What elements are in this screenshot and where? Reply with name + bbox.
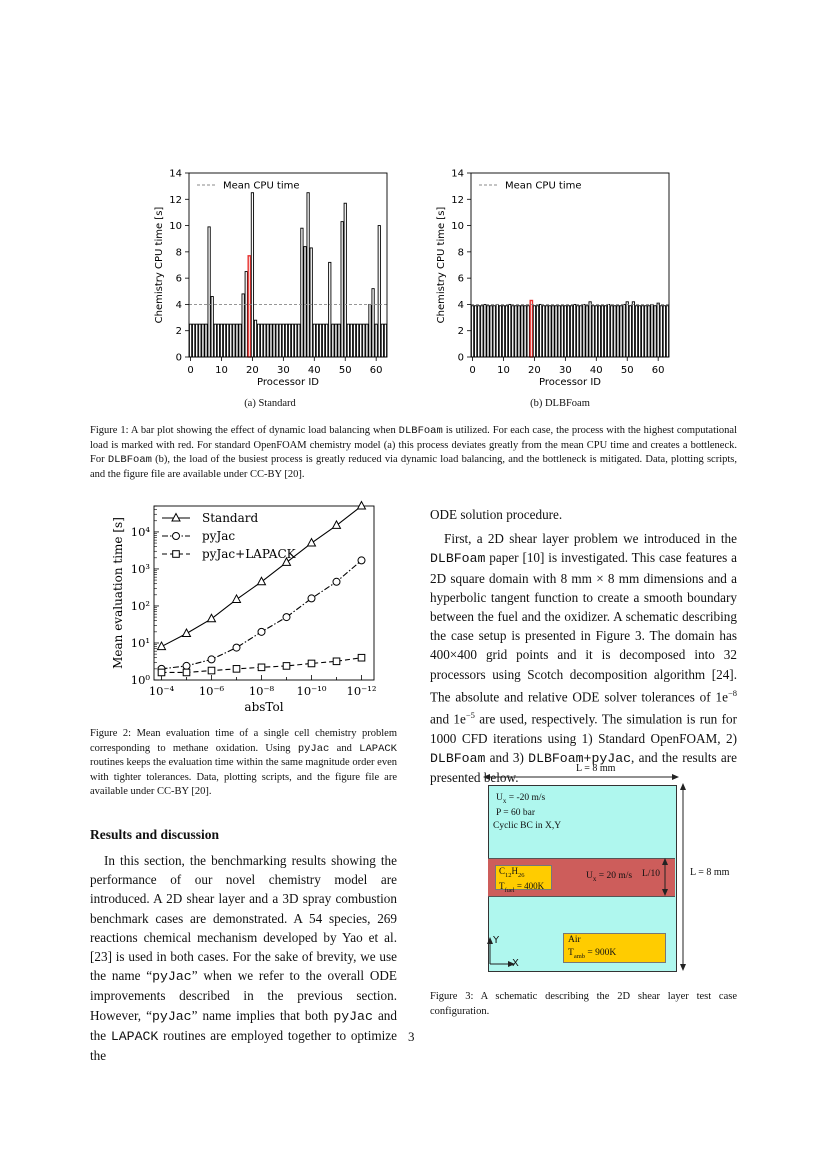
bar [372, 289, 374, 357]
triangle-marker [333, 521, 341, 529]
bar [353, 324, 355, 357]
bar [555, 306, 557, 357]
bar [666, 306, 668, 357]
figure1b-subcaption: (b) DLBFoam [530, 398, 590, 409]
bar [570, 306, 572, 357]
bar [654, 306, 656, 357]
bar [474, 306, 476, 357]
figure3-caption: Figure 3: A schematic describing the 2D shear layer test case configuration. [430, 991, 737, 1017]
bar [223, 324, 225, 357]
y-tick-label: 10 [169, 221, 182, 233]
bar [332, 324, 334, 357]
page-number: 3 [408, 1029, 415, 1044]
bar [586, 306, 588, 357]
bar [512, 306, 514, 357]
bar [192, 324, 194, 357]
bar [620, 306, 622, 357]
bar [505, 306, 507, 357]
bar [319, 324, 321, 357]
l10-label: L/10 [642, 869, 660, 879]
y-tick-label: 10 [451, 221, 464, 233]
x-tick-label: 40 [307, 365, 321, 376]
bar [626, 302, 628, 357]
x-tick-label: 50 [338, 365, 352, 376]
bar [251, 193, 253, 357]
x-tick-label: 10 [497, 365, 510, 376]
ux-mid-label: $U_x = 20$ m/s [586, 871, 633, 883]
y-tick-label: 2 [175, 326, 182, 338]
top-dimension-label: L = 8 mm [576, 763, 616, 774]
circle-marker [183, 662, 190, 669]
ambient-temperature: $T_{amb} = 900K$ [568, 948, 617, 960]
bar [598, 306, 600, 357]
triangle-marker [183, 629, 191, 637]
bar [635, 306, 637, 357]
y-tick-label: 10² [130, 598, 150, 613]
continued-line: ODE solution procedure. [430, 507, 563, 522]
bar [527, 306, 529, 357]
bar [261, 324, 263, 357]
bar [356, 324, 358, 357]
bar [471, 306, 473, 357]
legend-label: Standard [202, 511, 259, 525]
bar [577, 306, 579, 357]
legend-marker [172, 514, 180, 522]
x-tick-label: 20 [246, 365, 259, 376]
bar [307, 193, 309, 357]
y-tick-label: 14 [169, 168, 182, 180]
bar [595, 306, 597, 357]
y-tick-label: 2 [457, 326, 464, 338]
x-axis-label: Processor ID [539, 377, 601, 388]
bar [648, 306, 650, 357]
x-tick-label: 10⁻¹² [346, 684, 377, 698]
bar [360, 324, 362, 357]
bar [496, 304, 498, 357]
bar [617, 306, 619, 357]
bar [338, 324, 340, 357]
bar [254, 320, 256, 357]
bar [567, 306, 569, 357]
bar [264, 324, 266, 357]
y-tick-label: 10⁰ [130, 673, 150, 687]
bar [592, 306, 594, 357]
x-tick-label: 0 [469, 365, 476, 376]
bar [199, 324, 201, 357]
triangle-marker [208, 614, 216, 622]
bar [313, 324, 315, 357]
right-column-text: ODE solution procedure. First, a 2D shear layer problem we introduced in the DLBFoam paper [10] is investigated. This case features a 2D square domain with 8 mm × 8 mm dimensions and a hyperbolic tangent function to create a smooth boundary between the fuel and the oxidizer. A schematic describing the case setup is presented in Figure 3. The domain has 400×400 grid points and it is decomposed into 32 processors using Scotch decomposition algorithm [24]. The absolute and relative ODE solver tolerances of $1e^{-8}$ and $1e^{-5}$ are used, respectively. The simulation is run for 1000 CFD iterations using 1) Standard OpenFOAM, 2) DLBFoam and 3) DLBFoam+pyJac, and the results are presented below. [430, 507, 737, 786]
side-dimension-label: L = 8 mm [690, 867, 730, 878]
x-tick-label: 10⁻¹⁰ [296, 684, 327, 698]
results-paragraph: In this section, the benchmarking results showing the performance of our novel chemistry model are introduced. A 2D shear layer and a 3D spray combustion benchmark cases are demonstrated. A 54 species, 269 reactions chemical mechanism developed by Yao et al. [23] is used in both cases. For the sake of brevity, we use the name “pyJac” when we refer to the overall ODE improvements described in the previous section. However, “pyJac” name implies that both pyJac and the LAPACK routines are employed together to optimize the [90, 853, 397, 1064]
circle-marker [258, 628, 265, 635]
circle-marker [208, 656, 215, 663]
square-marker [208, 667, 215, 674]
bar [502, 306, 504, 357]
x-axis-label: absTol [244, 700, 284, 714]
ux-top-label: $U_x = -20$ m/s [496, 793, 546, 805]
bar [378, 226, 380, 357]
bar [663, 306, 665, 357]
axes-icon [486, 934, 526, 968]
bar [604, 306, 606, 357]
y-tick-label: 8 [457, 247, 464, 259]
y-tick-label: 10³ [130, 561, 150, 576]
bar [288, 324, 290, 357]
legend-label: Mean CPU time [223, 180, 300, 192]
figure2-caption: Figure 2: Mean evaluation time of a single cell chemistry problem corresponding to methane oxidation. Using pyJac and LAPACK routines keeps the evaluation time within the same magnitude order even with tighter tolerances. Data, plotting scripts, and the figure file are available under CC-BY [20]. [90, 728, 397, 797]
x-tick-label: 10⁻⁴ [148, 684, 175, 698]
bar [267, 324, 269, 357]
circle-marker [233, 644, 240, 651]
bar [205, 324, 207, 357]
bar [248, 256, 250, 357]
air-box [563, 933, 666, 963]
bar [623, 304, 625, 357]
bar [573, 304, 575, 357]
bar [481, 306, 483, 357]
bar [341, 222, 343, 357]
bar [614, 306, 616, 357]
circle-marker [283, 614, 290, 621]
bar [580, 306, 582, 357]
bar [233, 324, 235, 357]
bar [239, 324, 241, 357]
y-tick-label: 12 [169, 194, 182, 206]
figure1-caption: Figure 1: A bar plot showing the effect of dynamic load balancing when DLBFoam is utilized. For each case, the process with the highest computational load is marked with red. For standard OpenFOAM chemistry model (a) this process deviates greatly from the mean CPU time and creates a bottleneck. For DLBFoam (b), the load of the busiest process is greatly reduced via dynamic load balancing, and the bottleneck is mitigated. Data, plotting scripts, and the figure file are available under CC-BY [20]. [90, 425, 737, 480]
bar [310, 248, 312, 357]
fuel-species: $C_{12}H_{26}$ [499, 866, 525, 879]
bar [282, 324, 284, 357]
square-marker [358, 654, 365, 661]
triangle-marker [358, 502, 366, 510]
bar [515, 306, 517, 357]
bar [601, 306, 603, 357]
bar [484, 304, 486, 357]
bar [487, 306, 489, 357]
bar [478, 306, 480, 357]
bar [608, 304, 610, 357]
square-marker [283, 663, 290, 670]
x-tick-label: 10⁻⁸ [248, 684, 275, 698]
square-marker [333, 658, 340, 665]
bar [539, 304, 541, 357]
bar [298, 324, 300, 357]
y-axis-label: Chemistry CPU time [s] [436, 206, 447, 324]
pressure-label: P = 60 bar [496, 808, 536, 818]
x-axis-label: Processor ID [257, 377, 319, 388]
bar [384, 324, 386, 357]
bar [549, 306, 551, 357]
bar [583, 304, 585, 357]
bar [189, 324, 191, 357]
bar [564, 306, 566, 357]
triangle-marker [258, 577, 266, 585]
fuel-temperature: $T_{fuel} = 400K$ [499, 880, 545, 894]
bar [273, 324, 275, 357]
bar [211, 297, 213, 357]
bar [493, 306, 495, 357]
bar [536, 306, 538, 357]
bar [561, 306, 563, 357]
bar [230, 324, 232, 357]
triangle-marker [308, 539, 316, 547]
y-tick-label: 10⁴ [130, 524, 150, 539]
bar [279, 324, 281, 357]
x-tick-label: 30 [558, 365, 572, 376]
bar [214, 324, 216, 357]
bar [347, 324, 349, 357]
bar [611, 306, 613, 357]
plot-frame [154, 506, 374, 680]
bar [236, 324, 238, 357]
bar [344, 203, 346, 357]
x-tick-label: 10⁻⁶ [198, 684, 225, 698]
y-tick-label: 4 [457, 299, 464, 311]
square-marker [158, 669, 165, 676]
bar [657, 303, 659, 357]
x-tick-label: 50 [620, 365, 634, 376]
bar [196, 324, 198, 357]
bar [518, 306, 520, 357]
bar [499, 306, 501, 357]
bar [217, 324, 219, 357]
bc-label: Cyclic BC in X,Y [493, 821, 562, 831]
figure1a-subcaption: (a) Standard [244, 398, 296, 409]
bar [642, 306, 644, 357]
axis-y-label: Y [493, 935, 500, 946]
figure1a-chart [150, 164, 400, 394]
bar [509, 304, 511, 357]
x-tick-label: 20 [528, 365, 541, 376]
bar [202, 324, 204, 357]
bar [375, 324, 377, 357]
bar [490, 306, 492, 357]
y-tick-label: 4 [175, 299, 182, 311]
axis-x-label: X [512, 958, 519, 969]
fuel-box [495, 865, 552, 894]
legend-label: pyJac [202, 529, 236, 543]
bar [316, 324, 318, 357]
bar [530, 300, 532, 357]
y-axis-label: Mean evaluation time [s] [111, 517, 125, 669]
figure3-schematic [430, 760, 740, 980]
bar [660, 306, 662, 357]
bar [638, 306, 640, 357]
triangle-marker [233, 595, 241, 603]
y-tick-label: 6 [457, 273, 464, 285]
bar [629, 306, 631, 357]
bar [558, 306, 560, 357]
bar [381, 324, 383, 357]
y-axis-label: Chemistry CPU time [s] [154, 206, 165, 324]
bar [257, 324, 259, 357]
bar [227, 324, 229, 357]
y-tick-label: 12 [451, 194, 464, 206]
x-tick-label: 60 [651, 365, 665, 376]
l10-arrow [660, 858, 670, 896]
figure2-chart [100, 500, 400, 720]
x-tick-label: 60 [369, 365, 383, 376]
figure1b-chart [432, 164, 682, 394]
circle-marker [358, 557, 365, 564]
bar [245, 272, 247, 357]
bar [304, 247, 306, 357]
square-marker [308, 660, 315, 667]
bar [335, 324, 337, 357]
bar [276, 324, 278, 357]
legend-label: Mean CPU time [505, 180, 582, 192]
bar [632, 302, 634, 357]
bar [295, 324, 297, 357]
bar [369, 304, 371, 357]
bar [521, 306, 523, 357]
bar [326, 324, 328, 357]
bar [270, 324, 272, 357]
y-tick-label: 0 [457, 352, 464, 364]
bar [285, 324, 287, 357]
bar [322, 324, 324, 357]
y-tick-label: 8 [175, 247, 182, 259]
bar [645, 306, 647, 357]
bar [301, 228, 303, 357]
y-tick-label: 14 [451, 168, 464, 180]
bar [363, 324, 365, 357]
legend-marker [173, 551, 180, 558]
legend-marker [173, 533, 180, 540]
square-marker [233, 666, 240, 673]
square-marker [258, 664, 265, 671]
x-tick-label: 40 [589, 365, 603, 376]
y-tick-label: 6 [175, 273, 182, 285]
bar [242, 294, 244, 357]
bar [329, 262, 331, 357]
x-tick-label: 0 [187, 365, 194, 376]
bar [543, 306, 545, 357]
x-tick-label: 10 [215, 365, 228, 376]
bar [220, 324, 222, 357]
bar [350, 324, 352, 357]
section-heading: Results and discussion [90, 827, 220, 842]
bar [291, 324, 293, 357]
bar [533, 306, 535, 357]
bar [651, 304, 653, 357]
circle-marker [333, 578, 340, 585]
bar [366, 324, 368, 357]
y-tick-label: 0 [175, 352, 182, 364]
x-tick-label: 30 [276, 365, 290, 376]
legend-label: pyJac+LAPACK [202, 547, 296, 561]
bar [546, 306, 548, 357]
circle-marker [308, 595, 315, 602]
y-tick-label: 10¹ [130, 635, 150, 650]
air-label: Air [568, 935, 581, 945]
bar [524, 306, 526, 357]
bar [552, 306, 554, 357]
bar [208, 227, 210, 357]
bar [589, 302, 591, 357]
square-marker [183, 669, 190, 676]
